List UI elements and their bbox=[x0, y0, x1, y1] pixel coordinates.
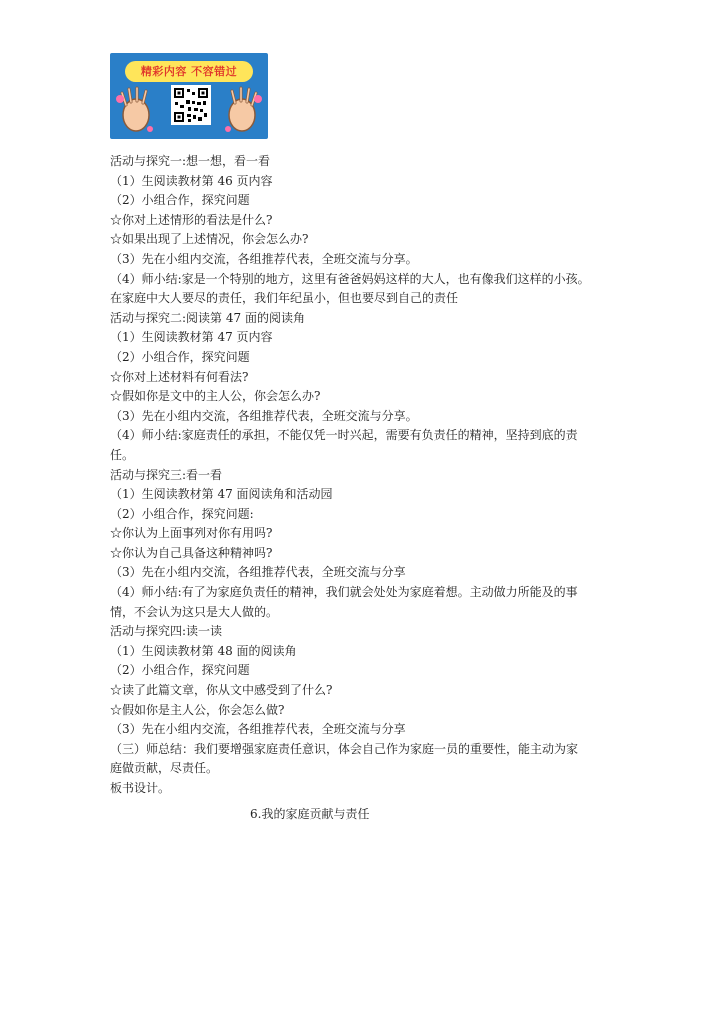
text-line: ☆假如你是主人公，你会怎么做? bbox=[110, 702, 285, 717]
text-line: （2）小组合作，探究问题 bbox=[110, 663, 250, 678]
text-line: （1）生阅读教材第 47 页内容 bbox=[110, 330, 273, 345]
text-line: （3）先在小组内交流，各组推荐代表，全班交流与分享 bbox=[110, 565, 406, 580]
text-line: （1）生阅读教材第 46 页内容 bbox=[110, 173, 273, 188]
text-line: （3）先在小组内交流，各组推荐代表，全班交流与分享。 bbox=[110, 251, 418, 266]
text-line: ☆如果出现了上述情况，你会怎么办? bbox=[110, 232, 309, 247]
qr-code-icon[interactable] bbox=[171, 85, 211, 125]
text-line: （3）先在小组内交流，各组推荐代表，全班交流与分享。 bbox=[110, 408, 418, 423]
text-line: 在家庭中大人要尽的责任，我们年纪虽小，但也要尽到自己的责任 bbox=[110, 291, 459, 306]
text-line: 任。 bbox=[110, 447, 135, 462]
promo-banner[interactable] bbox=[110, 53, 268, 139]
text-line: （2）小组合作，探究问题 bbox=[110, 349, 250, 364]
text-line: ☆假如你是文中的主人公，你会怎么办? bbox=[110, 389, 321, 404]
board-design-title: 6.我的家庭贡献与责任 bbox=[250, 806, 370, 821]
heading-activity-3: 活动与探究三:看一看 bbox=[110, 467, 223, 482]
clapping-hands-left-icon bbox=[116, 85, 158, 135]
text-line: ☆你认为自己具备这种精神吗? bbox=[110, 545, 273, 560]
text-line: （2）小组合作，探究问题: bbox=[110, 506, 254, 521]
text-line: 庭做贡献，尽责任。 bbox=[110, 761, 219, 776]
text-line: （4）师小结:家庭责任的承担，不能仅凭一时兴起，需要有负责任的精神，坚持到底的责 bbox=[110, 428, 578, 443]
text-line: ☆你对上述材料有何看法? bbox=[110, 369, 249, 384]
text-line: （2）小组合作，探究问题 bbox=[110, 193, 250, 208]
text-line: ☆你认为上面事列对你有用吗? bbox=[110, 526, 273, 541]
text-line: （3）先在小组内交流，各组推荐代表，全班交流与分享 bbox=[110, 722, 406, 737]
text-line: ☆你对上述情形的看法是什么? bbox=[110, 212, 273, 227]
banner-title: 精彩内容 不容错过 bbox=[125, 61, 253, 82]
heading-activity-4: 活动与探究四:读一读 bbox=[110, 624, 223, 639]
document-body bbox=[110, 152, 630, 824]
text-line: （1）生阅读教材第 48 面的阅读角 bbox=[110, 643, 297, 658]
text-line: （1）生阅读教材第 47 面阅读角和活动园 bbox=[110, 487, 333, 502]
text-line: （4）师小结:有了为家庭负责任的精神，我们就会处处为家庭着想。主动做力所能及的事 bbox=[110, 585, 578, 600]
text-line: （4）师小结:家是一个特别的地方，这里有爸爸妈妈这样的大人，也有像我们这样的小孩。 bbox=[110, 271, 590, 286]
heading-activity-1: 活动与探究一:想一想，看一看 bbox=[110, 154, 271, 168]
text-line: 板书设计。 bbox=[110, 781, 171, 795]
text-line: ☆读了此篇文章，你从文中感受到了什么? bbox=[110, 683, 333, 698]
heading-activity-2: 活动与探究二:阅读第 47 面的阅读角 bbox=[110, 310, 305, 325]
text-line: （三）师总结：我们要增强家庭责任意识，体会自己作为家庭一员的重要性，能主动为家 bbox=[110, 741, 579, 756]
clapping-hands-right-icon bbox=[220, 85, 262, 135]
text-line: 情，不会认为这只是大人做的。 bbox=[110, 604, 279, 619]
